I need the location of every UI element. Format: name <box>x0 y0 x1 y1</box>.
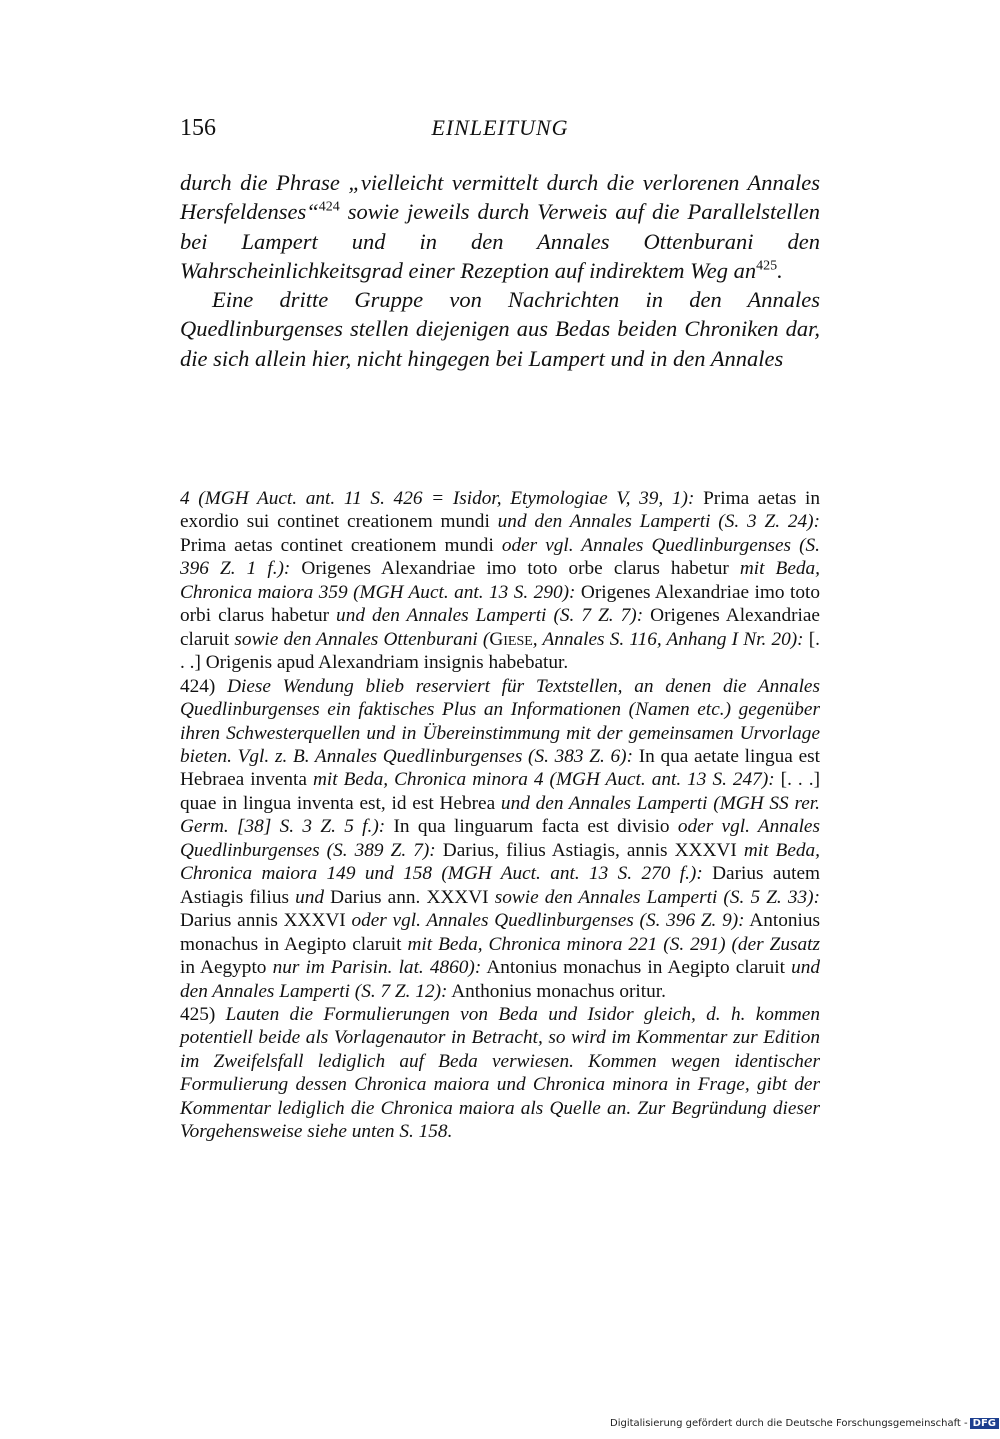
citation: und den Annales Lamperti (S. 3 Z. 24): <box>497 511 820 533</box>
latin-quote: Antonius monachus in Aegipto claruit <box>180 910 820 955</box>
latin-quote: Anthonius monachus oritur. <box>447 980 666 1002</box>
citation: und <box>295 886 325 908</box>
latin-quote: [. . .] Origenis apud Alexandriam insignis habebatur. <box>180 628 820 674</box>
latin-quote: In qua linguarum facta est divisio <box>385 816 678 838</box>
latin-quote: Darius ann. XXXVI <box>324 886 495 908</box>
body-text: Eine dritte Gruppe von Nachrichten in den Annales Quedlinburgenses stellen diejenigen aus Bedas beiden Chroniken dar, die sich allein hier, nicht hingegen bei Lampert und in den Annales <box>180 287 820 371</box>
latin-quote: Origenes Alexandriae imo toto orbi clarus habetur <box>180 581 820 627</box>
latin-quote: [. . .] quae in lingua inventa est, id est Hebrea <box>180 769 820 814</box>
latin-quote: Darius autem Astiagis filius <box>180 863 821 908</box>
citation: mit Beda, Chronica maiora 149 und 158 (MGH Auct. ant. 13 S. 270 f.): <box>180 839 820 885</box>
footnote-423-continued <box>180 487 820 675</box>
dfg-logo: DFG <box>970 1418 999 1429</box>
citation: nur im Parisin. lat. 4860): <box>272 957 482 979</box>
footnote-number: 424) <box>180 675 228 697</box>
digitization-footer <box>610 1418 999 1429</box>
latin-quote: In qua aetate lingua est Hebraea inventa <box>180 745 820 791</box>
latin-quote: Prima aetas continet creationem mundi <box>180 534 502 556</box>
body-paragraph-1 <box>180 168 820 285</box>
page-header <box>180 115 820 147</box>
citation: und den Annales Lamperti (S. 7 Z. 7): <box>336 605 644 627</box>
latin-quote: Origenes Alexandriae claruit <box>180 605 820 650</box>
latin-quote: Darius, filius Astiagis, annis XXXVI <box>435 839 744 861</box>
footnote-424 <box>180 675 820 1003</box>
author-name: Giese <box>489 628 533 650</box>
citation: oder vgl. Annales Quedlinburgenses (S. 389 Z. 7): <box>180 816 820 861</box>
citation: und den Annales Lamperti (S. 7 Z. 12): <box>180 957 820 1002</box>
latin-quote: Antonius monachus in Aegipto claruit <box>481 957 792 979</box>
citation: mit Beda, Chronica maiora 359 (MGH Auct. ant. 13 S. 290): <box>180 558 820 603</box>
body-text: . <box>777 257 783 283</box>
latin-quote: Prima aetas in exordio sui continet creationem mundi <box>180 488 820 533</box>
footnote-number: 425) <box>180 1003 226 1025</box>
citation: Diese Wendung blieb reserviert für Textstellen, an denen die Annales Quedlinburgenses ein faktisches Plus an Informationen (Namen etc.) gegenüber ihren Schwesterquellen und in Übereinstimmung mit der gemeinsamen Urvorlage bieten. Vgl. z. B. Annales Quedlinburgenses (S. 383 Z. 6): <box>180 675 820 767</box>
footnote-425 <box>180 1003 820 1144</box>
latin-quote: Origenes Alexandriae imo toto orbe clarus habetur <box>290 558 740 580</box>
running-head: EINLEITUNG <box>431 115 569 140</box>
footnotes <box>180 487 820 1144</box>
page-number: 156 <box>180 115 216 141</box>
footer-text: Digitalisierung gefördert durch die Deutsche Forschungsgemeinschaft - <box>610 1418 968 1429</box>
citation: mit Beda, Chronica minora 4 (MGH Auct. ant. 13 S. 247): <box>312 769 775 791</box>
latin-quote: in Aegypto <box>180 957 273 979</box>
citation: und den Annales Lamperti (MGH SS rer. Germ. [38] S. 3 Z. 5 f.): <box>180 792 820 838</box>
citation: , Annales S. 116, Anhang I Nr. 20): <box>532 628 804 650</box>
citation: Lauten die Formulierungen von Beda und Isidor gleich, d. h. kommen potentiell beide als Vorlagenautor in Betracht, so wird im Kommentar zur Edition im Zweifelsfall lediglich auf Beda verwiesen. Kommen wegen identischer Formulierung dessen Chronica maiora und Chronica minora in Frage, gibt der Kommentar lediglich die Chronica maiora als Quelle an. Zur Begründung dieser Vorgehensweise siehe unten S. 158. <box>180 1003 820 1143</box>
footnote-ref-424: 424 <box>318 199 340 215</box>
body-paragraph-2 <box>180 285 820 373</box>
main-text <box>180 168 820 373</box>
citation: oder vgl. Annales Quedlinburgenses (S. 396 Z. 1 f.): <box>180 534 820 580</box>
citation: 4 (MGH Auct. ant. 11 S. 426 = Isidor, Etymologiae V, 39, 1): <box>180 488 695 509</box>
citation: mit Beda, Chronica minora 221 (S. 291) (der Zusatz <box>407 933 820 955</box>
body-text: durch die Phrase „vielleicht vermittelt durch die verlorenen Annales Hersfeldenses“ <box>180 170 820 225</box>
latin-quote: Darius annis XXXVI <box>180 910 352 932</box>
footnote-ref-425: 425 <box>756 258 778 274</box>
citation: sowie den Annales Lamperti (S. 5 Z. 33): <box>494 886 820 908</box>
body-text: sowie jeweils durch Verweis auf die Parallelstellen bei Lampert und in den Annales Ottenburani den Wahrscheinlichkeitsgrad einer Rezeption auf indirektem Weg an <box>180 199 820 283</box>
citation: sowie den Annales Ottenburani ( <box>234 628 490 650</box>
citation: oder vgl. Annales Quedlinburgenses (S. 396 Z. 9): <box>351 910 745 932</box>
